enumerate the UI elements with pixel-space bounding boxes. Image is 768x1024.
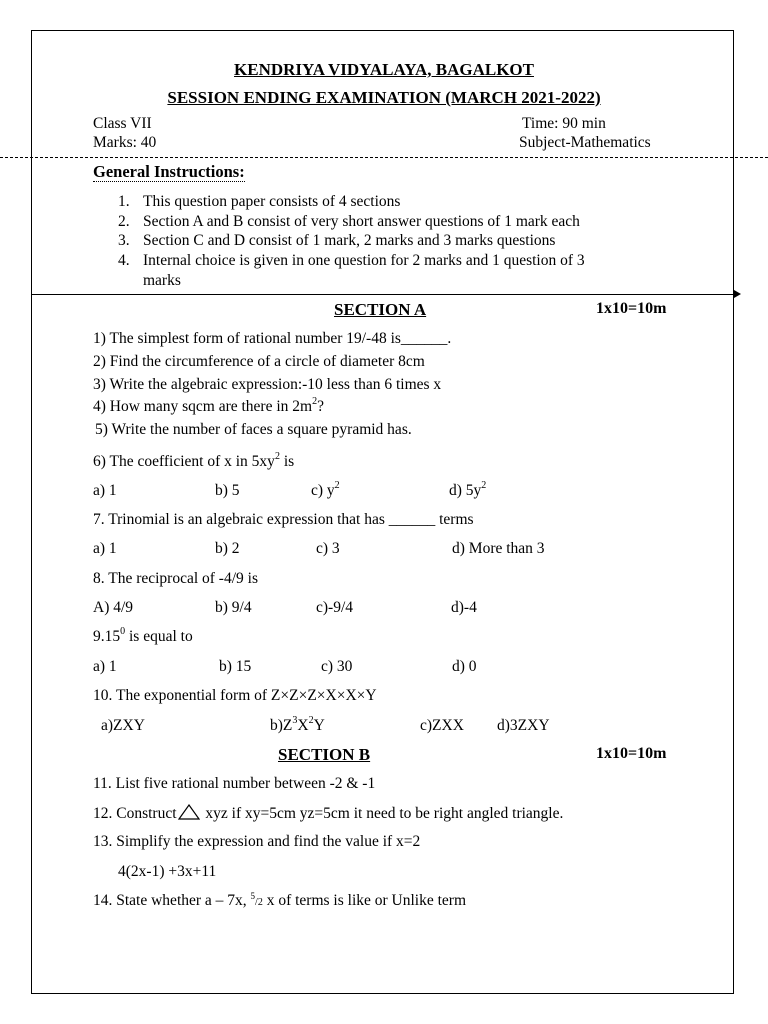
time-label: Time: 90 min <box>522 115 606 132</box>
instruction-text: This question paper consists of 4 sections <box>143 193 401 210</box>
arrow-right-icon <box>734 290 741 298</box>
question-7: 7. Trinomial is an algebraic expression that has ______ terms <box>93 511 474 528</box>
option-a: a) 1 <box>93 482 117 499</box>
option-c: c) 30 <box>321 658 353 675</box>
option-d: d)3ZXY <box>497 717 550 734</box>
exam-title: SESSION ENDING EXAMINATION (MARCH 2021-2022) <box>167 88 601 107</box>
section-a-marks: 1x10=10m <box>596 300 667 317</box>
question-8: 8. The reciprocal of -4/9 is <box>93 570 258 587</box>
option-c: c) 3 <box>316 540 340 557</box>
option-d: d) More than 3 <box>452 540 545 557</box>
header-divider <box>0 157 768 158</box>
question-12: 12. Construct xyz if xy=5cm yz=5cm it need to be right angled triangle. <box>93 805 564 822</box>
option-b: b) 9/4 <box>215 599 252 616</box>
instruction-item: 2. <box>118 213 130 230</box>
option-d: d)-4 <box>451 599 477 616</box>
option-a: A) 4/9 <box>93 599 134 616</box>
question-3: 3) Write the algebraic expression:-10 less than 6 times x <box>93 376 442 393</box>
triangle-icon <box>178 804 200 820</box>
instruction-item: 3. <box>118 232 130 249</box>
question-14: 14. State whether a – 7x, $^5$/2 x of terms is like or Unlike term <box>93 890 467 909</box>
question-4: 4) How many sqcm are there in $2m^2$? <box>93 395 324 415</box>
question-13-expression: 4(2x-1) +3x+11 <box>118 863 217 880</box>
option-b: b) 2 <box>215 540 240 557</box>
instruction-text: Internal choice is given in one question for 2 marks and 1 question of 3 <box>143 252 585 269</box>
option-d: d) $5y^2$ <box>449 479 487 499</box>
instruction-item: 1. <box>118 193 130 210</box>
question-9: 9.15$^0$ is equal to <box>93 625 193 645</box>
option-a: a) 1 <box>93 658 117 675</box>
section-a-title: SECTION A <box>334 300 427 319</box>
marks-label: Marks: 40 <box>93 134 157 151</box>
option-a: a) 1 <box>93 540 117 557</box>
option-c: c)-9/4 <box>316 599 354 616</box>
question-2: 2) Find the circumference of a circle of diameter 8cm <box>93 353 425 370</box>
option-b: $b)Z^3X^2Y$ <box>270 714 325 734</box>
option-c: c)ZXX <box>420 717 464 734</box>
instruction-item: 4. <box>118 252 130 269</box>
question-13: 13. Simplify the expression and find the value if x=2 <box>93 833 421 850</box>
option-c: c) $y^2$ <box>311 479 340 499</box>
question-11: 11. List five rational number between -2 & -1 <box>93 775 376 792</box>
section-b-marks: 1x10=10m <box>596 745 667 762</box>
class-label: Class VII <box>93 115 152 132</box>
question-5: 5) Write the number of faces a square pyramid has. <box>95 421 412 438</box>
question-1: 1) The simplest form of rational number 19/-48 is______. <box>93 330 452 347</box>
option-a: a)ZXY <box>101 717 145 734</box>
school-name: KENDRIYA VIDYALAYA, BAGALKOT <box>234 60 534 79</box>
option-d: d) 0 <box>452 658 477 675</box>
question-10: 10. The exponential form of Z×Z×Z×X×X×Y <box>93 687 377 704</box>
subject-label: Subject-Mathematics <box>519 134 651 151</box>
instruction-text: Section A and B consist of very short answer questions of 1 mark each <box>143 213 580 230</box>
question-6: 6) The coefficient of x in $5xy^2$ is <box>93 450 295 470</box>
instructions-title: General Instructions: <box>93 162 245 181</box>
instructions-divider <box>31 294 735 295</box>
option-b: b) 15 <box>219 658 252 675</box>
section-b-title: SECTION B <box>278 745 371 764</box>
instruction-text-cont: marks <box>143 272 181 289</box>
instruction-text: Section C and D consist of 1 mark, 2 marks and 3 marks questions <box>143 232 556 249</box>
option-b: b) 5 <box>215 482 240 499</box>
